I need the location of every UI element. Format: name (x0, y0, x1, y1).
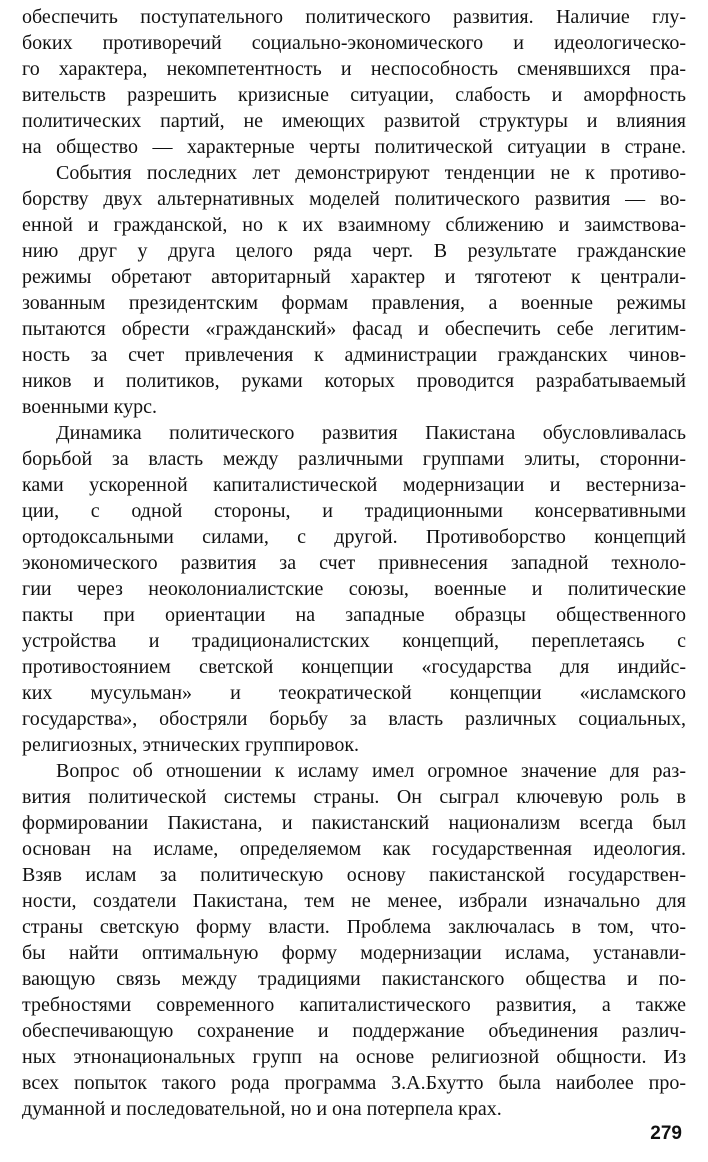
text-line: борству двух альтернативных моделей политического развития — во- (22, 188, 686, 210)
text-line: ность за счет привлечения к администрации гражданских чинов- (22, 344, 686, 366)
text-line: енной и гражданской, но к их взаимному сближению и заимствова- (22, 214, 686, 236)
text-line: гии через неоколониалистские союзы, военные и политические (22, 578, 686, 600)
text-line: основан на исламе, определяемом как государственная идеология. (22, 838, 686, 860)
paragraph-first-line: Вопрос об отношении к исламу имел огромное значение для раз- (56, 760, 686, 782)
text-line: пакты при ориентации на западные образцы общественного (22, 604, 686, 626)
text-line: на общество — характерные черты политической ситуации в стране. (22, 136, 686, 158)
text-line: бы найти оптимальную форму модернизации ислама, устанавли- (22, 942, 686, 964)
text-line: ками ускоренной капиталистической модернизации и вестерниза- (22, 474, 686, 496)
text-line: политических партий, не имеющих развитой структуры и влияния (22, 110, 686, 132)
text-line: требностями современного капиталистического развития, а также (22, 994, 686, 1016)
document-page (22, 4, 686, 1154)
paragraph-last-line: думанной и последовательной, но и она потерпела крах. (22, 1098, 502, 1120)
text-line: го характера, некомпетентность и неспособность сменявшихся пра- (22, 58, 686, 80)
text-line: режимы обретают авторитарный характер и тяготеют к централи- (22, 266, 686, 288)
text-line: формировании Пакистана, и пакистанский национализм всегда был (22, 812, 686, 834)
text-line: ции, с одной стороны, и традиционными консервативными (22, 500, 686, 522)
text-line: ких мусульман» и теократической концепции «исламского (22, 682, 686, 704)
paragraph-last-line: военными курс. (22, 396, 157, 418)
text-line: борьбой за власть между различными группами элиты, сторонни- (22, 448, 686, 470)
page-number: 279 (650, 1123, 682, 1144)
text-line: государства», обостряли борьбу за власть различных социальных, (22, 708, 686, 730)
text-line: устройства и традиционалистских концепций, переплетаясь с (22, 630, 686, 652)
text-line: всех попыток такого рода программа З.А.Бхутто была наиболее про- (22, 1072, 686, 1094)
text-line: ности, создатели Пакистана, тем не менее, избрали изначально для (22, 890, 686, 912)
text-line: ников и политиков, руками которых проводится разрабатываемый (22, 370, 686, 392)
text-line: зованным президентским формам правления, а военные режимы (22, 292, 686, 314)
text-line: боких противоречий социально-экономического и идеологическо- (22, 32, 686, 54)
text-line: вития политической системы страны. Он сыграл ключевую роль в (22, 786, 686, 808)
text-line: нию друг у друга целого ряда черт. В результате гражданские (22, 240, 686, 262)
text-line: обеспечивающую сохранение и поддержание объединения различ- (22, 1020, 686, 1042)
paragraph-first-line: События последних лет демонстрируют тенденции не к противо- (56, 162, 686, 184)
paragraph-last-line: религиозных, этнических группировок. (22, 734, 360, 756)
text-line: противостоянием светской концепции «государства для индийс- (22, 656, 686, 678)
text-line: пытаются обрести «гражданский» фасад и обеспечить себе легитим- (22, 318, 686, 340)
text-line: обеспечить поступательного политического развития. Наличие глу- (22, 6, 686, 28)
text-line: ных этнонациональных групп на основе религиозной общности. Из (22, 1046, 686, 1068)
text-line: экономического развития за счет привнесения западной техноло- (22, 552, 686, 574)
text-line: вающую связь между традициями пакистанского общества и по- (22, 968, 686, 990)
paragraph-first-line: Динамика политического развития Пакистана обусловливалась (56, 422, 686, 444)
text-line: вительств разрешить кризисные ситуации, слабость и аморфность (22, 84, 686, 106)
text-line: страны светскую форму власти. Проблема заключалась в том, что- (22, 916, 686, 938)
text-line: Взяв ислам за политическую основу пакистанской государствен- (22, 864, 686, 886)
text-line: ортодоксальными силами, с другой. Противоборство концепций (22, 526, 686, 548)
